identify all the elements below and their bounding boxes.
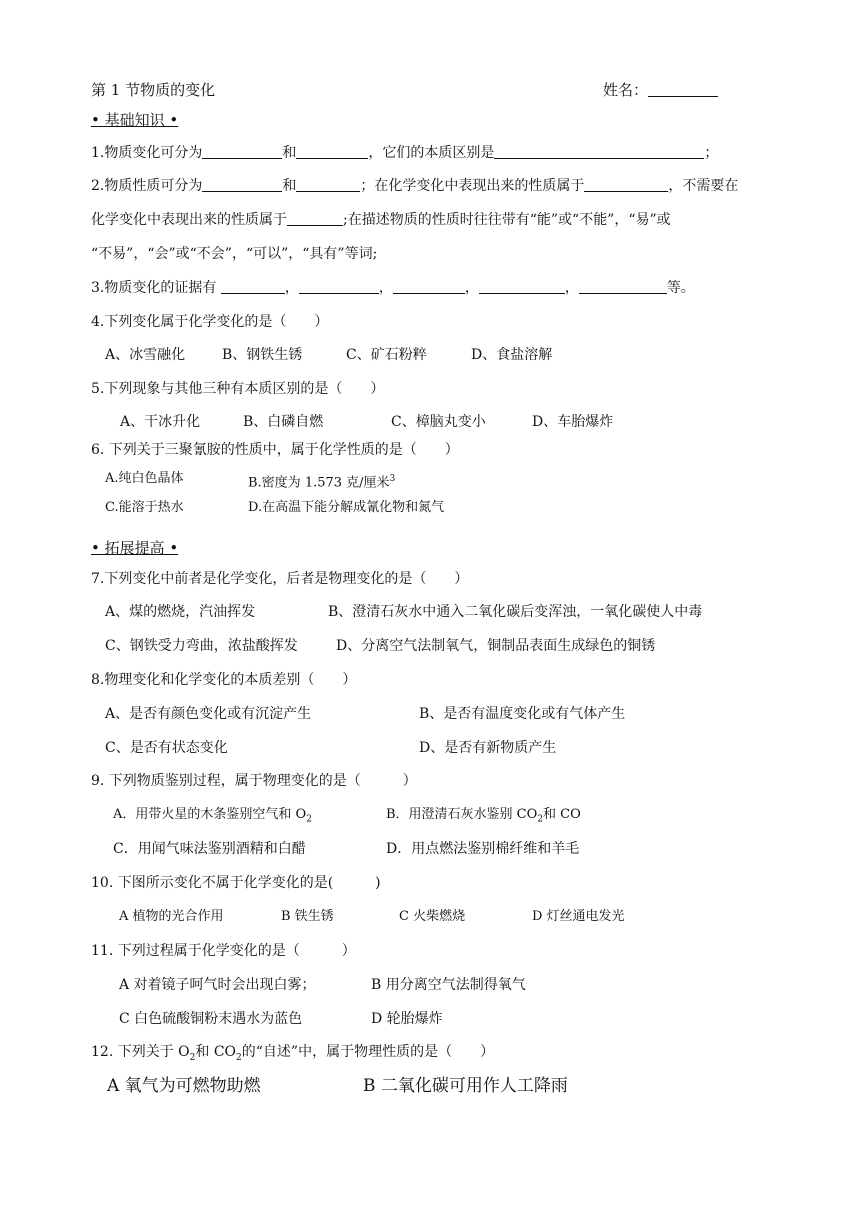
question-6-stem: 6. 下列关于三聚氰胺的性质中，属于化学性质的是（ ） [91,442,459,458]
q6-option-b[interactable] [248,470,395,492]
question-5-stem: 5.下列现象与其他三种有本质区别的是（ ） [91,381,385,397]
q10-option-a[interactable]: A 植物的光合作用 [119,909,224,924]
q9-option-b[interactable] [386,806,581,829]
q6-option-b-sup: 3 [389,474,396,484]
q6-option-c[interactable]: C.能溶于热水 [105,500,184,515]
q2-text-e: 化学变化中表现出来的性质属于 [91,212,287,228]
section-basic: • 基础知识 • [91,111,179,129]
q1-text-d: ； [704,145,719,161]
q3-sep: ， [378,280,393,296]
question-2-line-1 [91,177,738,195]
name-label: 姓名： [603,81,649,99]
q2-text-c: ；在化学变化中表现出来的性质属于 [360,178,585,194]
q11-option-c[interactable]: C 白色硫酸铜粉末遇水为蓝色 [119,1011,303,1027]
question-7-stem: 7.下列变化中前者是化学变化，后者是物理变化的是（ ） [91,571,469,587]
question-1 [91,144,718,162]
q9-option-a[interactable] [113,806,312,829]
q12-text-pre: 12. 下列关于 O [91,1044,190,1060]
q11-option-d[interactable]: D 轮胎爆炸 [371,1011,443,1027]
name-field[interactable] [603,81,718,99]
q8-option-b[interactable]: B、是否有温度变化或有气体产生 [419,706,626,722]
section-advanced: • 拓展提高 • [91,539,179,557]
q3-sep: ， [464,280,479,296]
q2-blank-3[interactable] [584,177,668,192]
q3-sep: ， [284,280,299,296]
q2-text-d: ，不需要在 [668,178,739,194]
question-12-stem [91,1043,494,1067]
q12-text-post: 的“自述”中，属于物理性质的是（ ） [241,1044,495,1060]
q3-blank-1[interactable] [221,279,285,294]
q3-blank-2[interactable] [299,279,379,294]
q5-option-d[interactable]: D、车胎爆炸 [532,414,614,430]
q10-option-c[interactable]: C 火柴燃烧 [399,909,466,924]
q10-option-d[interactable]: D 灯丝通电发光 [532,909,625,924]
q4-option-a[interactable]: A、冰雪融化 [105,347,186,363]
q12-text-mid: 和 CO [195,1044,237,1060]
q9-option-a-text: A．用带火星的木条鉴别空气和 O [113,807,307,822]
q1-text-c: ，它们的本质区别是 [368,145,495,161]
q12-sub-1: 2 [189,1052,196,1063]
q5-option-c[interactable]: C、樟脑丸变小 [391,414,486,430]
q2-blank-2[interactable] [296,177,360,192]
q9-option-d[interactable]: D．用点燃法鉴别棉纤维和羊毛 [386,841,580,857]
name-blank[interactable] [648,82,718,97]
q1-blank-2[interactable] [296,144,368,159]
question-9-stem: 9. 下列物质鉴别过程，属于物理变化的是（ ） [91,773,417,789]
q2-text-b: 和 [282,178,297,194]
q9-option-c[interactable]: C．用闻气味法鉴别酒精和白醋 [113,841,306,857]
q9-option-b-text: B．用澄清石灰水鉴别 CO [386,807,538,822]
q7-option-b[interactable]: B、澄清石灰水中通入二氧化碳后变浑浊，一氧化碳使人中毒 [328,604,703,620]
q2-text-f: ;在描述物质的性质时往往带有“能”或“不能”，“易”或 [343,212,671,228]
q8-option-c[interactable]: C、是否有状态变化 [105,740,228,756]
q1-text-a: 1.物质变化可分为 [91,145,203,161]
q2-text-a: 2.物质性质可分为 [91,178,203,194]
q4-option-d[interactable]: D、食盐溶解 [471,347,553,363]
q8-option-a[interactable]: A、是否有颜色变化或有沉淀产生 [105,706,312,722]
page-title: 第 1 节物质的变化 [91,81,216,99]
q3-blank-4[interactable] [479,279,565,294]
q6-option-a[interactable]: A.纯白色晶体 [105,471,184,486]
question-2-line-3: “不易”，“会”或“不会”，“可以”，“具有”等词; [91,246,378,262]
question-4-stem: 4.下列变化属于化学变化的是（ ） [91,314,329,330]
question-8-stem: 8.物理变化和化学变化的本质差别（ ） [91,672,357,688]
question-3 [91,279,695,297]
q2-blank-1[interactable] [202,177,282,192]
q6-option-b-text: B.密度为 1.573 克/厘米 [248,475,390,491]
q6-option-d[interactable]: D.在高温下能分解成氰化物和氮气 [248,500,445,515]
q12-option-a[interactable]: A 氧气为可燃物助燃 [107,1076,261,1096]
q5-option-a[interactable]: A、干冰升化 [120,414,201,430]
question-11-stem: 11. 下列过程属于化学变化的是（ ） [91,943,356,959]
q8-option-d[interactable]: D、是否有新物质产生 [419,740,557,756]
q11-option-b[interactable]: B 用分离空气法制得氧气 [371,977,526,993]
q5-option-b[interactable]: B、白磷自燃 [243,414,324,430]
q2-blank-4[interactable] [287,211,343,226]
q3-blank-5[interactable] [579,279,667,294]
q11-option-a[interactable]: A 对着镜子呵气时会出现白雾； [119,977,316,993]
question-10-stem: 10. 下图所示变化不属于化学变化的是( ) [91,875,381,891]
q12-option-b[interactable]: B 二氧化碳可用作人工降雨 [363,1076,568,1096]
q4-option-c[interactable]: C、矿石粉粹 [346,347,427,363]
question-2-line-2 [91,211,671,229]
q3-end: 等。 [666,280,695,296]
q7-option-c[interactable]: C、钢铁受力弯曲，浓盐酸挥发 [105,638,298,654]
q4-option-b[interactable]: B、钢铁生锈 [222,347,303,363]
q9-option-b-sub: 2 [537,814,544,825]
q3-sep: ， [564,280,579,296]
q7-option-a[interactable]: A、煤的燃烧，汽油挥发 [105,604,256,620]
q9-option-a-sub: 2 [306,814,312,825]
q1-blank-3[interactable] [494,144,704,159]
q1-text-b: 和 [282,145,297,161]
q9-option-b-post: 和 CO [543,807,581,822]
q12-sub-2: 2 [236,1052,242,1063]
q7-option-d[interactable]: D、分离空气法制氧气，铜制品表面生成绿色的铜锈 [336,638,656,654]
q3-text: 3.物质变化的证据有 [91,280,217,296]
q3-blank-3[interactable] [393,279,465,294]
q1-blank-1[interactable] [202,144,282,159]
q10-option-b[interactable]: B 铁生锈 [281,909,334,924]
